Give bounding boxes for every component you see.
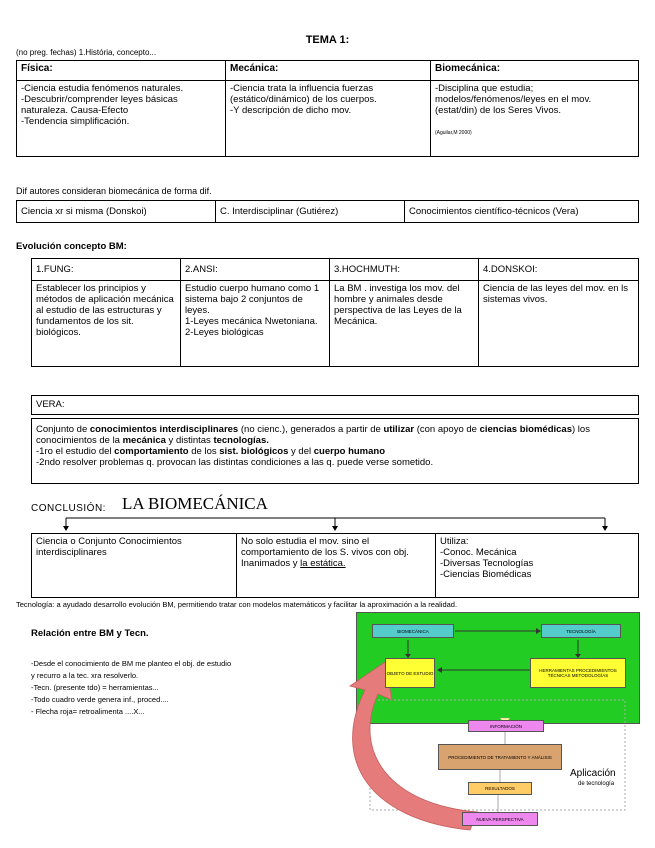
- evo-header-ansi: 2.ANSI:: [181, 259, 330, 281]
- diagram-caption-title: Aplicación: [570, 768, 616, 779]
- evo-cell-fung: Establecer los principios y métodos de aplicación mecánica al estudio de las estructuras y fundamentos de los sit. biológicos.: [32, 281, 181, 367]
- conclusion-label: CONCLUSIÓN:: [31, 503, 106, 514]
- node-resultados: RESULTADOS: [468, 782, 532, 795]
- node-informacion: INFORMACIÓN: [468, 720, 544, 732]
- evolution-heading: Evolución concepto BM:: [16, 241, 127, 252]
- evo-cell-ansi: Estudio cuerpo humano como 1 sistema bajo 2 conjuntos de leyes. 1-Leyes mecánica Nwetoniana. 2-Leyes biológicas: [181, 281, 330, 367]
- node-tecnologia: TECNOLOGÍA: [541, 624, 621, 638]
- diagram-caption-sub: de tecnología: [578, 781, 615, 787]
- def-cell-biomecanica: -Disciplina que estudia; modelos/fenómenos/leyes en el mov. (estat/din) de los Seres Vivos. (Aguilar,M 2000): [431, 81, 639, 157]
- author-vera: Conocimientos científico-técnicos (Vera): [405, 201, 639, 223]
- relation-notes: -Desde el conocimiento de BM me planteo el obj. de estudio y recurro a la tec. xra resolverlo. -Tecn. (presente tdo) = herramientas... -Todo cuadro verde genera inf., proced.... - Flecha roja= retroalimenta ....X...: [31, 659, 232, 716]
- tech-note: Tecnología: a ayudado desarrollo evolución BM, permitiendo tratar con modelos matemáticos y facilitar la aproximación a la realidad.: [16, 600, 458, 609]
- vera-p3: -2ndo resolver problemas q. provocan las distintas condiciones a las q. puede verse sometido.: [36, 457, 434, 468]
- def-cell-fisica: -Ciencia estudia fenómenos naturales. -Descubrir/comprender leyes básicas naturaleza. Causa-Efecto -Tendencia simplificación.: [17, 81, 226, 157]
- def-header-biomecanica: Biomecánica:: [431, 61, 639, 81]
- node-biomecanica: BIOMECÁNICA: [372, 624, 454, 638]
- evo-header-hochmuth: 3.HOCHMUTH:: [330, 259, 479, 281]
- def-header-fisica: Física:: [17, 61, 226, 81]
- authors-intro: Dif autores consideran biomecánica de forma dif.: [16, 186, 212, 196]
- vera-p2: -1ro el estudio del comportamiento de los sist. biológicos y del cuerpo humano: [36, 446, 386, 457]
- citation: (Aguilar,M 2000): [435, 130, 472, 136]
- evo-cell-hochmuth: La BM . investiga los mov. del hombre y animales desde perspectiva de las Leyes de la Mecánica.: [330, 281, 479, 367]
- vera-label: VERA:: [31, 395, 639, 415]
- node-nueva-perspectiva: NUEVA PERSPECTIVA: [462, 812, 538, 826]
- vera-p1: Conjunto de conocimientos interdisciplinares (no cienc.), generados a partir de utilizar (con apoyo de ciencias biomédicas) los conocimientos de la mecánica y distintas tecnologías.: [36, 424, 590, 446]
- node-herramientas: HERRAMIENTAS PROCEDIMIENTOS TÉCNICAS METODOLOGÍAS: [530, 658, 626, 688]
- evo-cell-donskoi: Ciencia de las leyes del mov. en ls sistemas vivos.: [479, 281, 639, 367]
- page-title: TEMA 1:: [305, 34, 350, 46]
- node-procedimiento: PROCEDIMIENTO DE TRATAMIENTO Y ANÁLISIS: [438, 744, 562, 770]
- conclusion-cell-3: Utiliza: -Conoc. Mecánica -Diversas Tecnologías -Ciencias Biomédicas: [436, 534, 639, 598]
- relation-heading: Relación entre BM y Tecn.: [31, 628, 149, 639]
- subtitle: (no preg. fechas) 1.História, concepto...: [16, 48, 157, 57]
- def-header-mecanica: Mecánica:: [226, 61, 431, 81]
- author-donskoi: Ciencia xr si misma (Donskoi): [17, 201, 216, 223]
- evo-header-fung: 1.FUNG:: [32, 259, 181, 281]
- conclusion-cell-2: No solo estudia el mov. sino el comportamiento de los S. vivos con obj. Inanimados y la estática.: [237, 534, 436, 598]
- node-objeto-estudio: OBJETO DE ESTUDIO: [385, 658, 435, 688]
- evo-header-donskoi: 4.DONSKOI:: [479, 259, 639, 281]
- author-gutierez: C. Interdisciplinar (Gutiérez): [216, 201, 405, 223]
- conclusion-title: LA BIOMECÁNICA: [122, 494, 268, 513]
- conclusion-cell-1: Ciencia o Conjunto Conocimientos interdisciplinares: [32, 534, 237, 598]
- def-cell-mecanica: -Ciencia trata la influencia fuerzas (estático/dinámico) de los cuerpos. -Y descripción de dicho mov.: [226, 81, 431, 157]
